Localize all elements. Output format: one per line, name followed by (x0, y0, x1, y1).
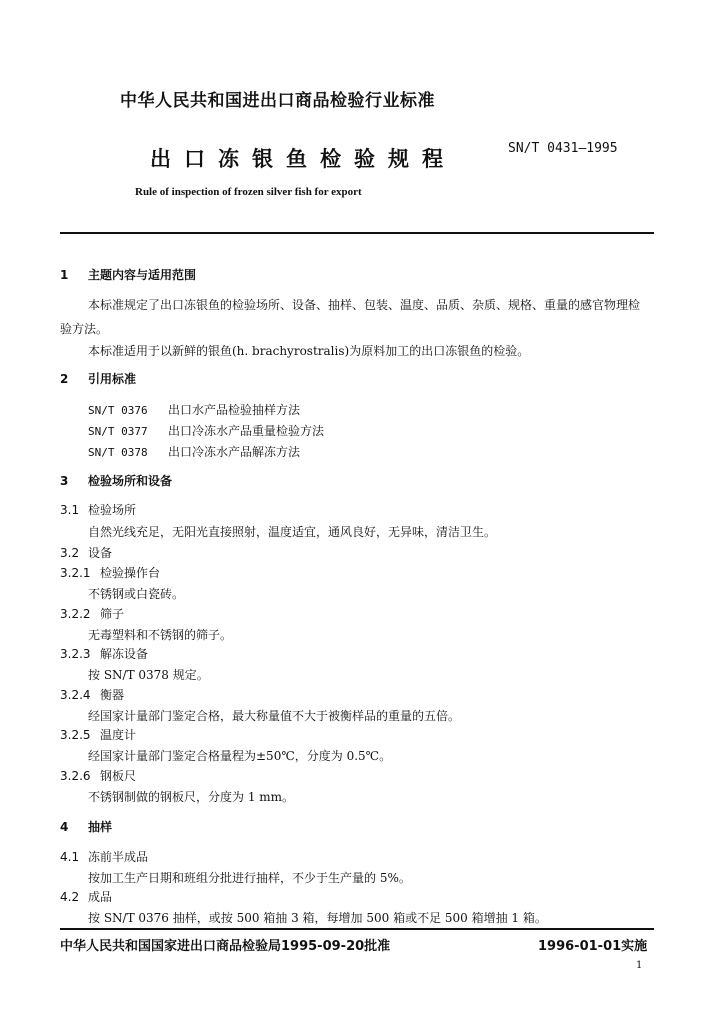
section-title: 抽样 (88, 820, 113, 834)
standard-body-heading: 中华人民共和国进出口商品检验行业标准 (120, 91, 435, 111)
reference-item (88, 401, 300, 418)
clause-text: 不锈钢或白瓷砖。 (88, 587, 185, 601)
clause-text: 不锈钢制做的钢板尺，分度为 1 mm。 (88, 790, 295, 804)
subsection-number: 4.2 (60, 890, 80, 904)
clause-text: 无毒塑料和不锈钢的筛子。 (88, 628, 233, 642)
clause-number: 3.2.6 (60, 769, 91, 783)
clause-number: 3.2.5 (60, 728, 91, 742)
reference-code: SN/T 0376 (88, 404, 148, 417)
footer-divider (60, 928, 654, 930)
clause-heading (60, 767, 136, 784)
subsection-4-1-heading (60, 848, 148, 865)
subsection-title: 设备 (88, 546, 113, 560)
section-2-heading (60, 370, 136, 387)
paragraph: 自然光线充足，无阳光直接照射，温度适宜，通风良好，无异味，清洁卫生。 (88, 525, 497, 539)
subsection-3-2-heading (60, 544, 112, 561)
clause-heading (60, 686, 124, 703)
section-number: 1 (60, 268, 69, 282)
section-title: 主题内容与适用范围 (88, 268, 197, 282)
section-title: 检验场所和设备 (88, 474, 173, 488)
subsection-number: 3.1 (60, 503, 80, 517)
clause-title: 解冻设备 (100, 647, 149, 661)
paragraph: 验方法。 (60, 322, 109, 336)
subsection-number: 4.1 (60, 850, 80, 864)
clause-heading (60, 726, 136, 743)
paragraph: 本标准规定了出口冻银鱼的检验场所、设备、抽样、包装、温度、品质、杂质、规格、重量的感官物理检 (88, 298, 641, 312)
reference-title: 出口水产品检验抽样方法 (168, 403, 301, 417)
section-3-heading (60, 472, 172, 489)
clause-text: 经国家计量部门鉴定合格量程为±50℃，分度为 0.5℃。 (88, 749, 392, 763)
subsection-number: 3.2 (60, 546, 80, 560)
clause-number: 3.2.1 (60, 566, 91, 580)
paragraph: 本标准适用于以新鲜的银鱼(h. brachyrostralis)为原料加工的出口冻银鱼的检验。 (88, 344, 530, 358)
subsection-title: 冻前半成品 (88, 850, 149, 864)
clause-text: 按 SN/T 0378 规定。 (88, 668, 209, 682)
subsection-3-1-heading (60, 501, 136, 518)
clause-title: 钢板尺 (100, 769, 137, 783)
reference-title: 出口冷冻水产品解冻方法 (168, 445, 301, 459)
clause-text: 经国家计量部门鉴定合格，最大称量值不大于被衡样品的重量的五倍。 (88, 709, 461, 723)
clause-heading (60, 564, 160, 581)
clause-number: 3.2.4 (60, 688, 91, 702)
implementation-date: 1996-01-01实施 (538, 939, 648, 954)
english-title: Rule of inspection of frozen silver fish for export (135, 186, 362, 198)
clause-title: 衡器 (100, 688, 125, 702)
reference-code: SN/T 0377 (88, 425, 148, 438)
subsection-4-2-heading (60, 888, 112, 905)
section-title: 引用标准 (88, 372, 137, 386)
clause-title: 检验操作台 (100, 566, 161, 580)
section-number: 4 (60, 820, 69, 834)
paragraph: 按 SN/T 0376 抽样，或按 500 箱抽 3 箱，每增加 500 箱或不足 500 箱增抽 1 箱。 (88, 911, 547, 925)
page-number: 1 (636, 960, 643, 971)
clause-title: 筛子 (100, 607, 125, 621)
section-number: 3 (60, 474, 69, 488)
reference-item (88, 443, 300, 460)
clause-number: 3.2.3 (60, 647, 91, 661)
standard-number: SN/T 0431—1995 (508, 141, 618, 156)
section-4-heading (60, 818, 112, 835)
clause-number: 3.2.2 (60, 607, 91, 621)
clause-title: 温度计 (100, 728, 137, 742)
subsection-title: 检验场所 (88, 503, 137, 517)
document-title: 出口冻银鱼检验规程 (150, 147, 456, 171)
clause-heading (60, 605, 124, 622)
section-1-heading (60, 266, 196, 283)
approval-line: 中华人民共和国国家进出口商品检验局1995-09-20批准 (60, 939, 391, 954)
reference-title: 出口冷冻水产品重量检验方法 (168, 424, 325, 438)
section-number: 2 (60, 372, 69, 386)
header-divider (60, 232, 654, 234)
reference-code: SN/T 0378 (88, 446, 148, 459)
subsection-title: 成品 (88, 890, 113, 904)
reference-item (88, 422, 324, 439)
paragraph: 按加工生产日期和班组分批进行抽样，不少于生产量的 5%。 (88, 871, 411, 885)
clause-heading (60, 645, 148, 662)
